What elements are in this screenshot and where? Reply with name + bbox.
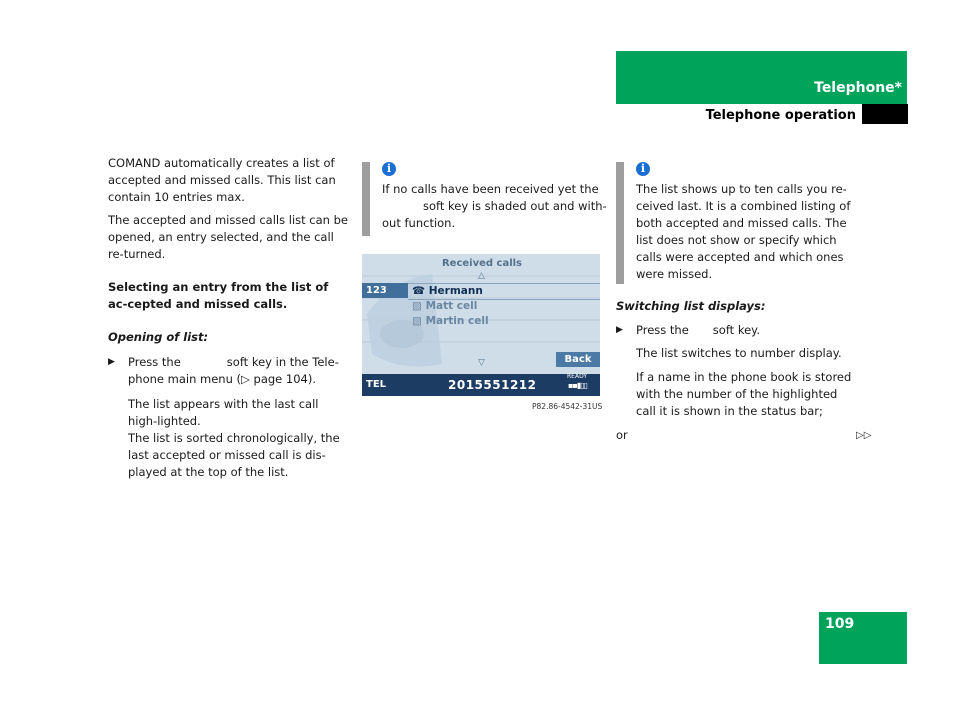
note-text-right: The list shows up to ten calls you re-ceived last. It is a combined listing of both accepted and missed calls. The list does not show or specify which calls were accepted and which ones were missed.: [636, 182, 851, 281]
subsection-title: Telephone operation: [705, 108, 856, 123]
right-column: [616, 298, 876, 444]
intro-paragraph: COMAND automatically creates a list of accepted and missed calls. This list can contain 10 entries max.: [108, 156, 336, 204]
header-band: [616, 51, 907, 104]
note-bar: [362, 162, 370, 236]
note-bar-right: [616, 162, 624, 284]
result-text-right-2: If a name in the phone book is stored with the number of the highlighted call it is shown in the status bar;: [636, 370, 852, 418]
list-title: Received calls: [441, 258, 523, 269]
subheading: Opening of list:: [108, 330, 209, 344]
number-mode-softkey[interactable]: 123: [362, 283, 408, 298]
left-column: [108, 155, 348, 481]
comand-display: [362, 254, 600, 396]
info-icon: i: [382, 162, 396, 176]
instruction-step: ▶ Press the soft key in the Tele- phone main menu (▷ page 104).: [108, 355, 339, 386]
header-marker: [862, 104, 908, 124]
page-number: 109: [825, 616, 855, 632]
status-bar: [362, 374, 600, 396]
info-icon-right: i: [636, 162, 650, 176]
intro-paragraph-2: The accepted and missed calls list can be opened, an entry selected, and the call re-turned.: [108, 213, 348, 261]
scroll-down-icon[interactable]: ▽: [478, 358, 485, 368]
phone-number: 2015551212: [448, 378, 537, 392]
call-entry-3[interactable]: ▧ Martin cell: [412, 315, 489, 327]
call-entry-2[interactable]: ▧ Matt cell: [412, 300, 478, 312]
bullet-icon: ▶: [108, 357, 115, 367]
signal-strength-icon: ▪▪▮▯▯: [568, 381, 588, 390]
section-title: Telephone*: [814, 80, 902, 96]
continue-arrow-icon: ▷▷: [856, 430, 872, 441]
result-text: The list appears with the last call high-lighted.: [128, 397, 319, 428]
tel-label: TEL: [366, 379, 387, 390]
continuation-row: [616, 427, 876, 444]
result-text-right: The list switches to number display.: [636, 346, 842, 360]
note-text: If no calls have been received yet the soft key is shaded out and with- out function.: [382, 182, 607, 230]
ready-status: READY: [567, 373, 588, 380]
right-note: [636, 160, 861, 283]
instruction-step-right: ▶ Press the soft key.: [616, 323, 760, 337]
call-entry-1[interactable]: ☎ Hermann: [412, 285, 483, 297]
subheading-right: Switching list displays:: [616, 299, 766, 313]
or-text: or: [616, 428, 628, 442]
scroll-up-icon[interactable]: △: [478, 271, 485, 281]
section-heading: Selecting an entry from the list of ac-cepted and missed calls.: [108, 280, 329, 311]
image-caption: P82.86-4542-31US: [532, 402, 603, 411]
back-softkey[interactable]: Back: [556, 352, 600, 367]
middle-note: [382, 160, 607, 232]
result-text-2: The list is sorted chronologically, the last accepted or missed call is dis-played at the top of the list.: [128, 431, 340, 479]
bullet-icon: ▶: [616, 325, 623, 335]
